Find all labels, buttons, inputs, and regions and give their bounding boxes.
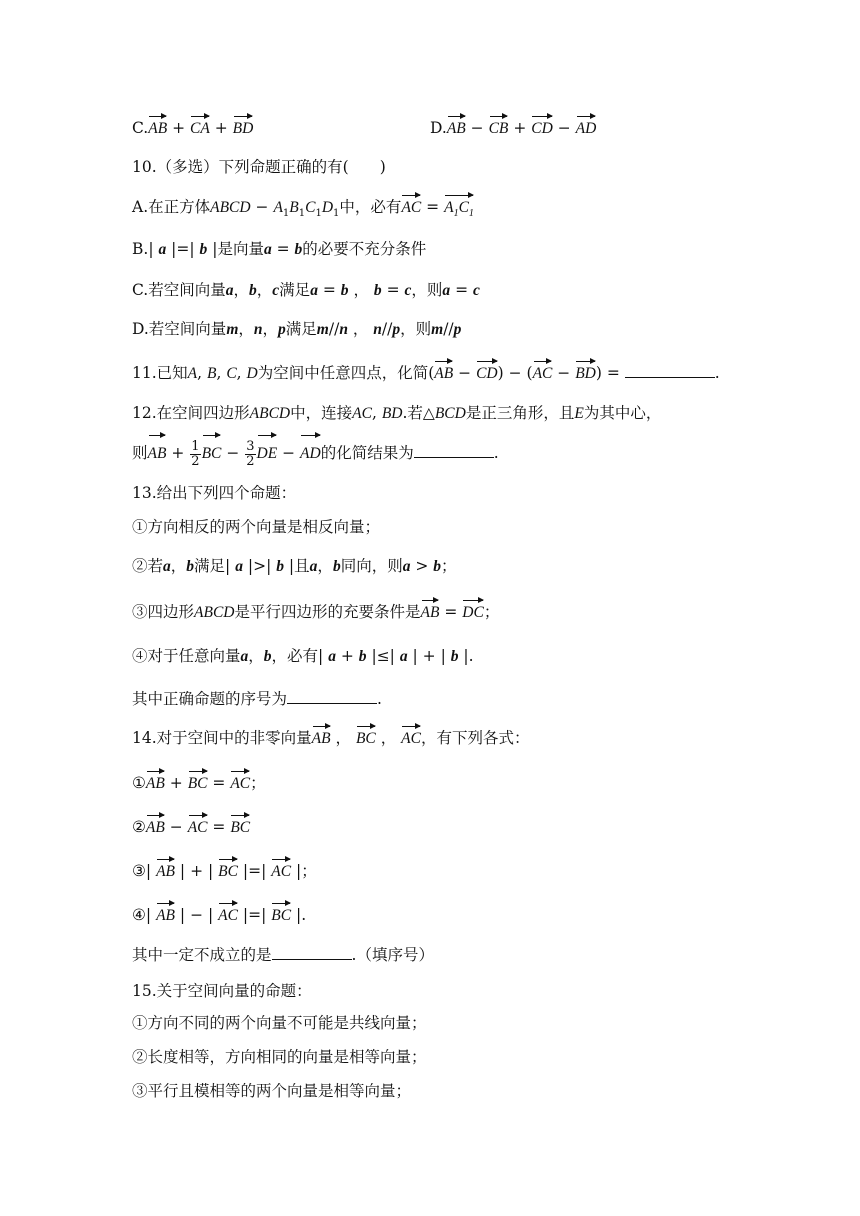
q13-item2: ②若a，b满足| a |>| b |且a，b同向，则a > b； (132, 557, 457, 575)
q14-item2: ②AB − AC = BC (132, 816, 250, 839)
q10-option-d: D.若空间向量m，n，p满足m//n ， n//p，则m//p (132, 320, 462, 338)
q13-stem: 13.给出下列四个命题： (132, 484, 297, 502)
q10-stem: 10.（多选）下列命题正确的有( ) (132, 158, 386, 176)
q14-stem: 14.对于空间中的非零向量AB ， BC ， AC，有下列各式： (132, 727, 529, 750)
q14-item3: ③| AB | + | BC |=| AC |； (132, 860, 317, 883)
q12-line2: 则AB + $\frac{1}{2}$ BC − $\frac{3}{2}$ DE − AD的化简结果为 . (132, 436, 499, 471)
q13-answer: 其中正确命题的序号为 . (132, 690, 382, 708)
q15-stem: 15.关于空间向量的命题： (132, 982, 312, 1000)
q10-option-c: C.若空间向量a，b，c满足a = b ， b = c，则a = c (132, 281, 480, 299)
q14-item1: ①AB + BC = AC； (132, 772, 266, 795)
q15-item2: ②长度相等，方向相同的向量是相等向量； (132, 1048, 427, 1066)
q11: 11.已知A, B, C, D为空间中任意四点，化简(AB − CD) − (AC − BD) = . (132, 362, 720, 385)
q14-item4: ④| AB | − | AC |=| BC |. (132, 904, 306, 927)
q9-option-c: C.AB + CA + BD (132, 117, 253, 140)
q15-item1: ①方向不同的两个向量不可能是共线向量； (132, 1014, 427, 1032)
q9-option-d: D.AB − CB + CD − AD (430, 117, 596, 140)
q13-item4: ④对于任意向量a，b，必有| a + b |≤| a | + | b |. (132, 647, 474, 665)
q12-line1: 12.在空间四边形ABCD中，连接AC, BD.若△BCD是正三角形，且E为其中心， (132, 404, 662, 422)
q15-item3: ③平行且模相等的两个向量是相等向量； (132, 1082, 412, 1100)
q13-item3: ③四边形ABCD是平行四边形的充要条件是AB = DC； (132, 601, 499, 624)
q14-answer: 其中一定不成立的是 .（填序号） (132, 946, 434, 964)
q13-item1: ①方向相反的两个向量是相反向量； (132, 518, 381, 536)
q10-option-a: A.在正方体ABCD − $A_1B_1C_1D_1$中，必有AC = $A_1C_1$ (132, 196, 474, 225)
q10-option-b: B.| a |=| b |是向量a = b的必要不充分条件 (132, 240, 427, 258)
